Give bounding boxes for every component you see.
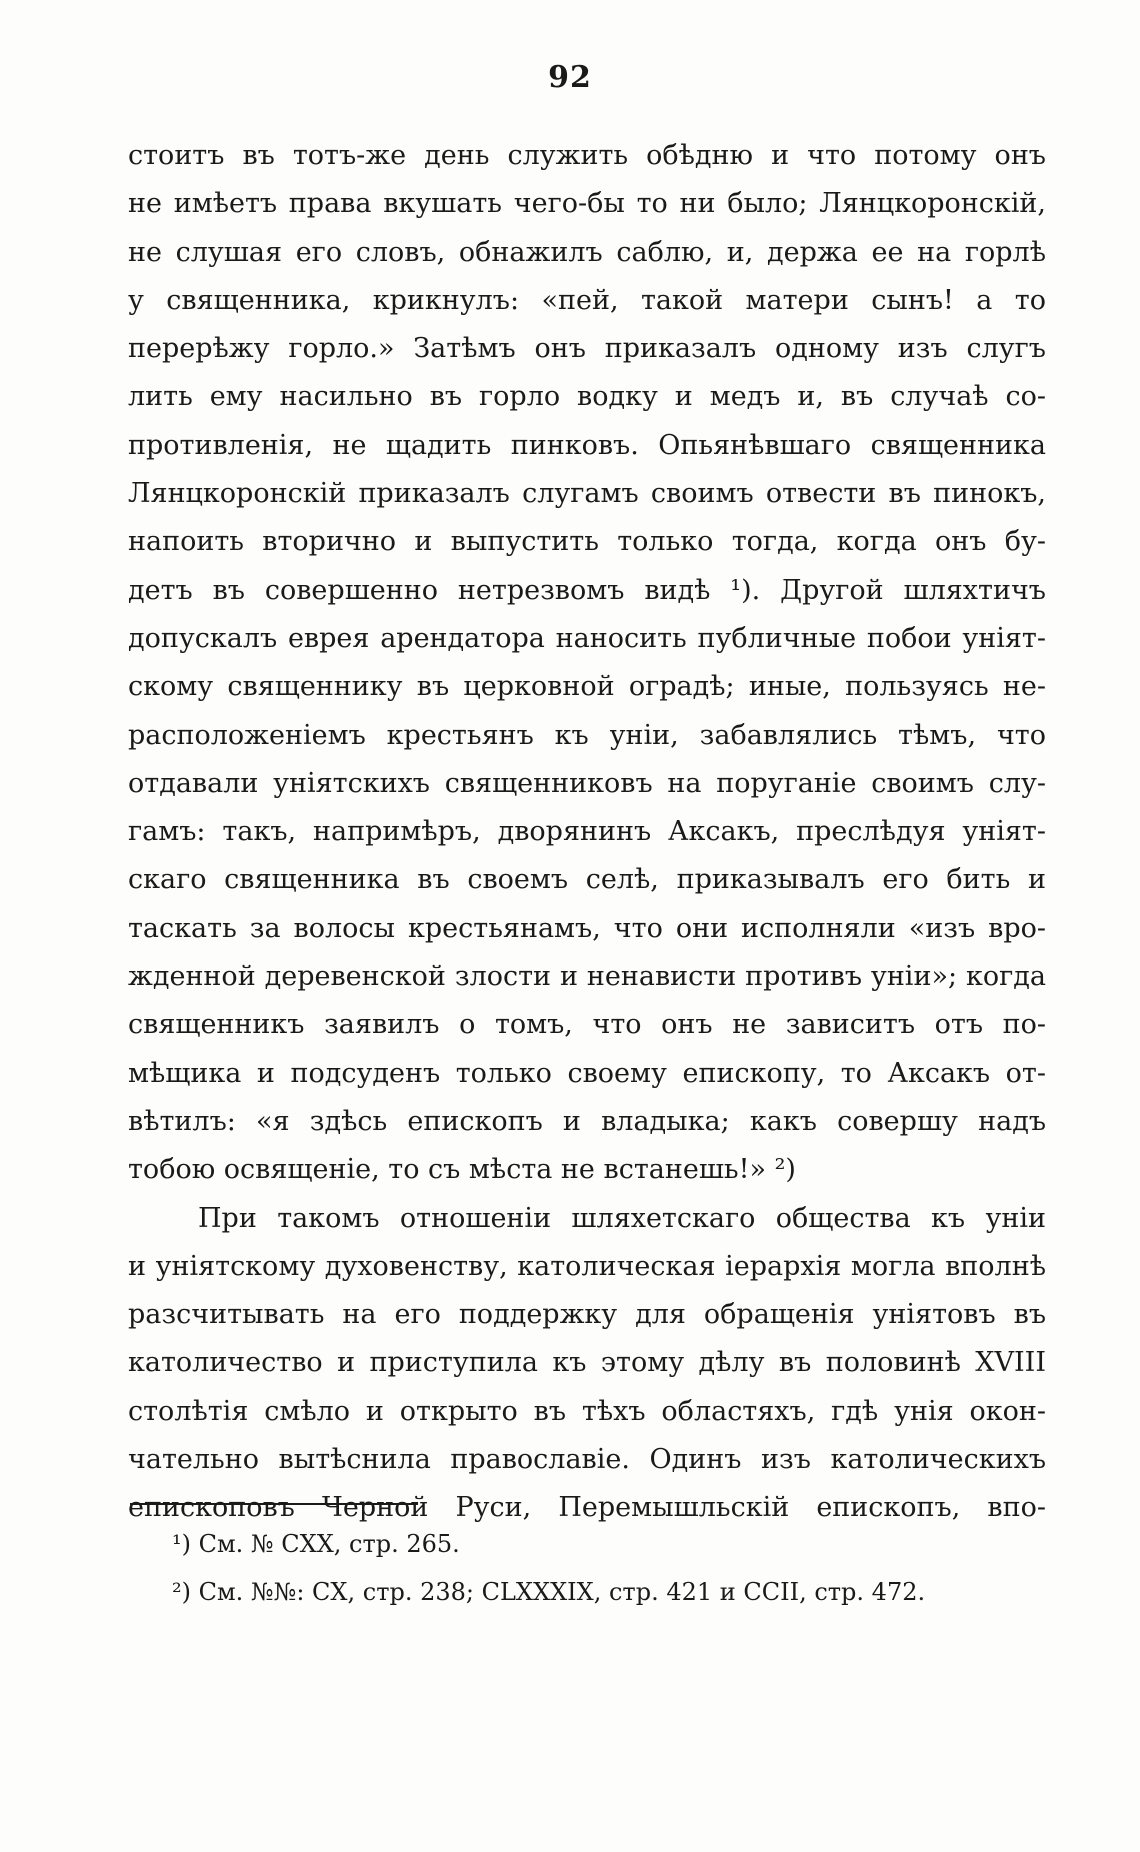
text-line: не имѣетъ права вкушать чего-бы то ни было; Лянцкоронскій,	[128, 188, 1046, 220]
text-line: епископовъ Черной Руси, Перемышльскій епископъ, впо-	[128, 1492, 1046, 1524]
footnote: ²) См. №№: CX, стр. 238; CLXXXIX, стр. 421 и CCII, стр. 472.	[172, 1578, 926, 1606]
text-line: детъ въ совершенно нетрезвомъ видѣ ¹). Другой шляхтичъ	[128, 574, 1046, 606]
text-line: и уніятскому духовенству, католическая іерархія могла вполнѣ	[128, 1250, 1046, 1282]
text-line: скаго священника въ своемъ селѣ, приказывалъ его бить и	[128, 864, 1046, 896]
text-line: расположеніемъ крестьянъ къ уніи, забавлялись тѣмъ, что	[128, 719, 1046, 751]
text-line: чательно вытѣснила православіе. Одинъ изъ католическихъ	[128, 1444, 1046, 1476]
text-line: мѣщика и подсуденъ только своему епископу, то Аксакъ от-	[128, 1057, 1046, 1089]
text-line: вѣтилъ: «я здѣсь епископъ и владыка; какъ совершу надъ	[128, 1105, 1046, 1137]
text-line: тобою освященіе, то съ мѣста не встанешь!» ²)	[128, 1154, 796, 1186]
text-line: стоитъ въ тотъ-же день служить обѣдню и что потому онъ	[128, 140, 1046, 171]
text-line: скому священнику въ церковной оградѣ; иные, пользуясь не-	[128, 671, 1046, 703]
text-line: разсчитывать на его поддержку для обращенія уніятовъ въ	[128, 1299, 1046, 1331]
text-line: жденной деревенской злости и ненависти противъ уніи»; когда	[128, 961, 1046, 993]
text-line: отдавали уніятскихъ священниковъ на поруганіе своимъ слу-	[128, 767, 1046, 799]
text-line: допускалъ еврея арендатора наносить публичные побои уніят-	[128, 622, 1046, 654]
footnote-divider	[130, 1503, 418, 1505]
paragraph-start-line: При такомъ отношеніи шляхетскаго общества къ уніи	[198, 1202, 1046, 1234]
text-line: Лянцкоронскій приказалъ слугамъ своимъ отвести въ пинокъ,	[128, 478, 1046, 510]
body-text	[128, 132, 1046, 1533]
text-line: противленія, не щадить пинковъ. Опьянѣвшаго священника	[128, 429, 1046, 461]
page-number: 92	[548, 60, 592, 95]
text-line: католичество и приступила къ этому дѣлу въ половинѣ XVIII	[128, 1347, 1046, 1379]
text-line: напоить вторично и выпустить только тогда, когда онъ бу-	[128, 526, 1046, 558]
text-line: столѣтія смѣло и открыто въ тѣхъ областяхъ, гдѣ унія окон-	[128, 1395, 1046, 1427]
footnotes	[172, 1520, 1052, 1616]
text-line: священникъ заявилъ о томъ, что онъ не зависитъ отъ по-	[128, 1009, 1046, 1041]
text-line: лить ему насильно въ горло водку и медъ и, въ случаѣ со-	[128, 381, 1046, 413]
footnote: ¹) См. № CXX, стр. 265.	[172, 1530, 460, 1558]
text-line: гамъ: такъ, напримѣръ, дворянинъ Аксакъ, преслѣдуя уніят-	[128, 816, 1046, 848]
text-line: не слушая его словъ, обнажилъ саблю, и, держа ее на горлѣ	[128, 236, 1046, 268]
text-line: таскать за волосы крестьянамъ, что они исполняли «изъ вро-	[128, 912, 1046, 944]
text-line: у священника, крикнулъ: «пей, такой матери сынъ! а то	[128, 284, 1046, 316]
text-line: перерѣжу горло.» Затѣмъ онъ приказалъ одному изъ слугъ	[128, 333, 1046, 365]
